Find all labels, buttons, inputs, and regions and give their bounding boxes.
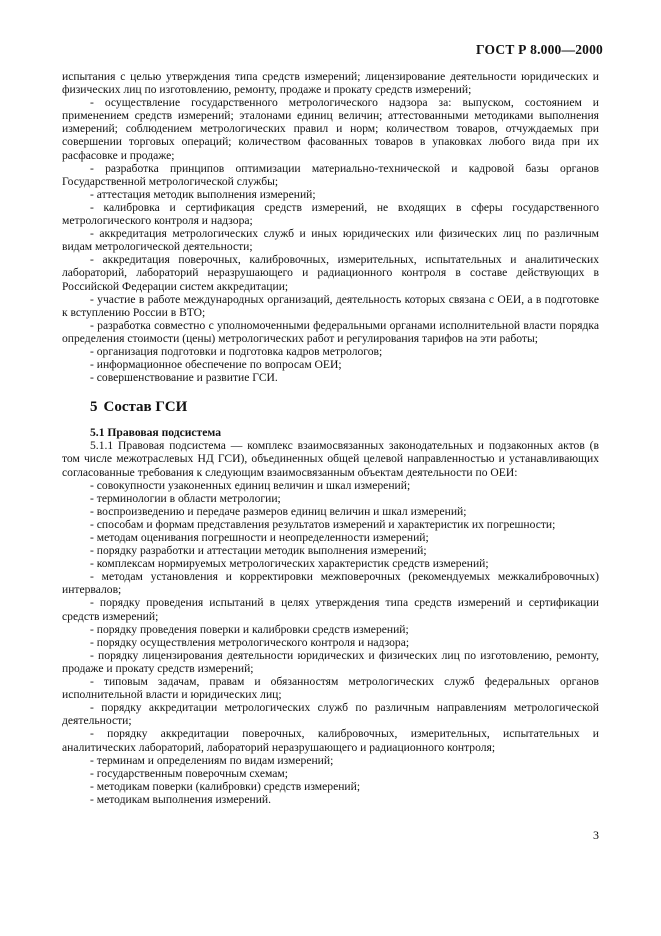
- paragraph: - организация подготовки и подготовка кадров метрологов;: [90, 344, 383, 358]
- paragraph: - осуществление государственного метрологического надзора за: выпуском, состоянием и применением средств измерений; эталонами единиц величин; аттестованными методиками выполнения измерений; соблюдением метрологических правил и норм; количеством товаров, отчуждаемых при совершении торговых операций; количеством фасованных товаров в упаковках любого вида при их расфасовке и продаже;: [62, 96, 599, 162]
- paragraph: - воспроизведению и передаче размеров единиц величин и шкал измерений;: [90, 504, 467, 518]
- paragraph: - информационное обеспечение по вопросам ОЕИ;: [90, 358, 342, 372]
- paragraph: - порядку аккредитации поверочных, калибровочных, измерительных, испытательных и аналитических лабораторий, лабораторий неразрушающего и радиационного контроля;: [62, 727, 599, 754]
- paragraph: - разработка совместно с уполномоченными федеральными органами исполнительной власти порядка определения стоимости (цены) метрологических работ и регулирования тарифов на эти работы;: [62, 318, 599, 345]
- paragraph-list-bottom: [62, 439, 599, 806]
- paragraph: - способам и формам представления результатов измерений и характеристик их погрешности;: [90, 517, 556, 531]
- subsection-heading: 5.1 Правовая подсистема: [90, 426, 222, 440]
- paragraph: - порядку проведения испытаний в целях утверждения типа средств измерений и сертификации средств измерений;: [62, 596, 599, 623]
- paragraph: - совершенствование и развитие ГСИ.: [90, 371, 278, 385]
- section-title: Состав ГСИ: [103, 399, 188, 416]
- paragraph: - участие в работе международных организаций, деятельность которых связана с ОЕИ, а в подготовке к вступлению России в ВТО;: [62, 292, 599, 319]
- paragraph: - порядку лицензирования деятельности юридических и физических лиц по изготовлению, ремонту, продаже и прокату средств измерений;: [62, 648, 599, 675]
- paragraph: - методикам выполнения измерений.: [90, 792, 272, 806]
- paragraph: - разработка принципов оптимизации материально-технической и кадровой базы органов Государственной метрологической службы;: [62, 161, 599, 188]
- paragraph: - типовым задачам, правам и обязанностям метрологических служб федеральных органов исполнительной власти и юридических лиц;: [62, 675, 599, 702]
- paragraph: - аттестация методик выполнения измерений;: [90, 187, 316, 201]
- paragraph: 5.1.1 Правовая подсистема — комплекс взаимосвязанных законодательных и подзаконных актов (в том числе межотраслевых НД ГСИ), объединенных общей целевой направленностью и устанавливающих согласованные требования к следующим взаимосвязанным объектам деятельности по ОЕИ:: [62, 439, 599, 479]
- paragraph: - порядку проведения поверки и калибровки средств измерений;: [90, 622, 409, 636]
- paragraph: - калибровка и сертификация средств измерений, не входящих в сферы государственного метрологического контроля и надзора;: [62, 200, 599, 228]
- paragraph: испытания с целью утверждения типа средств измерений; лицензирование деятельности юридических и физических лиц по изготовлению, ремонту, продаже и прокату средств измерений;: [62, 70, 599, 97]
- paragraph: - методам оценивания погрешности и неопределенности измерений;: [90, 531, 429, 544]
- section-heading: [90, 398, 599, 416]
- paragraph: - порядку разработки и аттестации методик выполнения измерений;: [90, 544, 427, 558]
- paragraph: - совокупности узаконенных единиц величин и шкал измерений;: [90, 478, 411, 492]
- document-body: [62, 70, 599, 806]
- paragraph: - методам установления и корректировки межповерочных (рекомендуемых межкалибровочных) интервалов;: [62, 570, 599, 597]
- paragraph: - порядку аккредитации метрологических служб по различным направлениям метрологической деятельности;: [62, 701, 599, 728]
- paragraph: - терминологии в области метрологии;: [90, 491, 281, 505]
- paragraph: - порядку осуществления метрологического контроля и надзора;: [90, 635, 410, 649]
- paragraph: - аккредитация метрологических служб и иных юридических или физических лиц по различным видам метрологической деятельности;: [62, 227, 599, 254]
- paragraph: - аккредитация поверочных, калибровочных, измерительных, испытательных и аналитических лабораторий, лабораторий неразрушающего и радиационного контроля в составе действующих в Российской Федерации систем аккредитации;: [62, 253, 599, 293]
- paragraph: - терминам и определениям по видам измерений;: [90, 753, 334, 767]
- page-number: 3: [593, 828, 599, 842]
- section-number: 5: [90, 399, 98, 416]
- paragraph: - комплексам нормируемых метрологических характеристик средств измерений;: [90, 557, 489, 571]
- paragraph: - государственным поверочным схемам;: [90, 766, 288, 780]
- paragraph: - методикам поверки (калибровки) средств измерений;: [90, 779, 361, 793]
- paragraph-list-top: [62, 70, 599, 384]
- document-header-code: ГОСТ Р 8.000—2000: [476, 42, 603, 57]
